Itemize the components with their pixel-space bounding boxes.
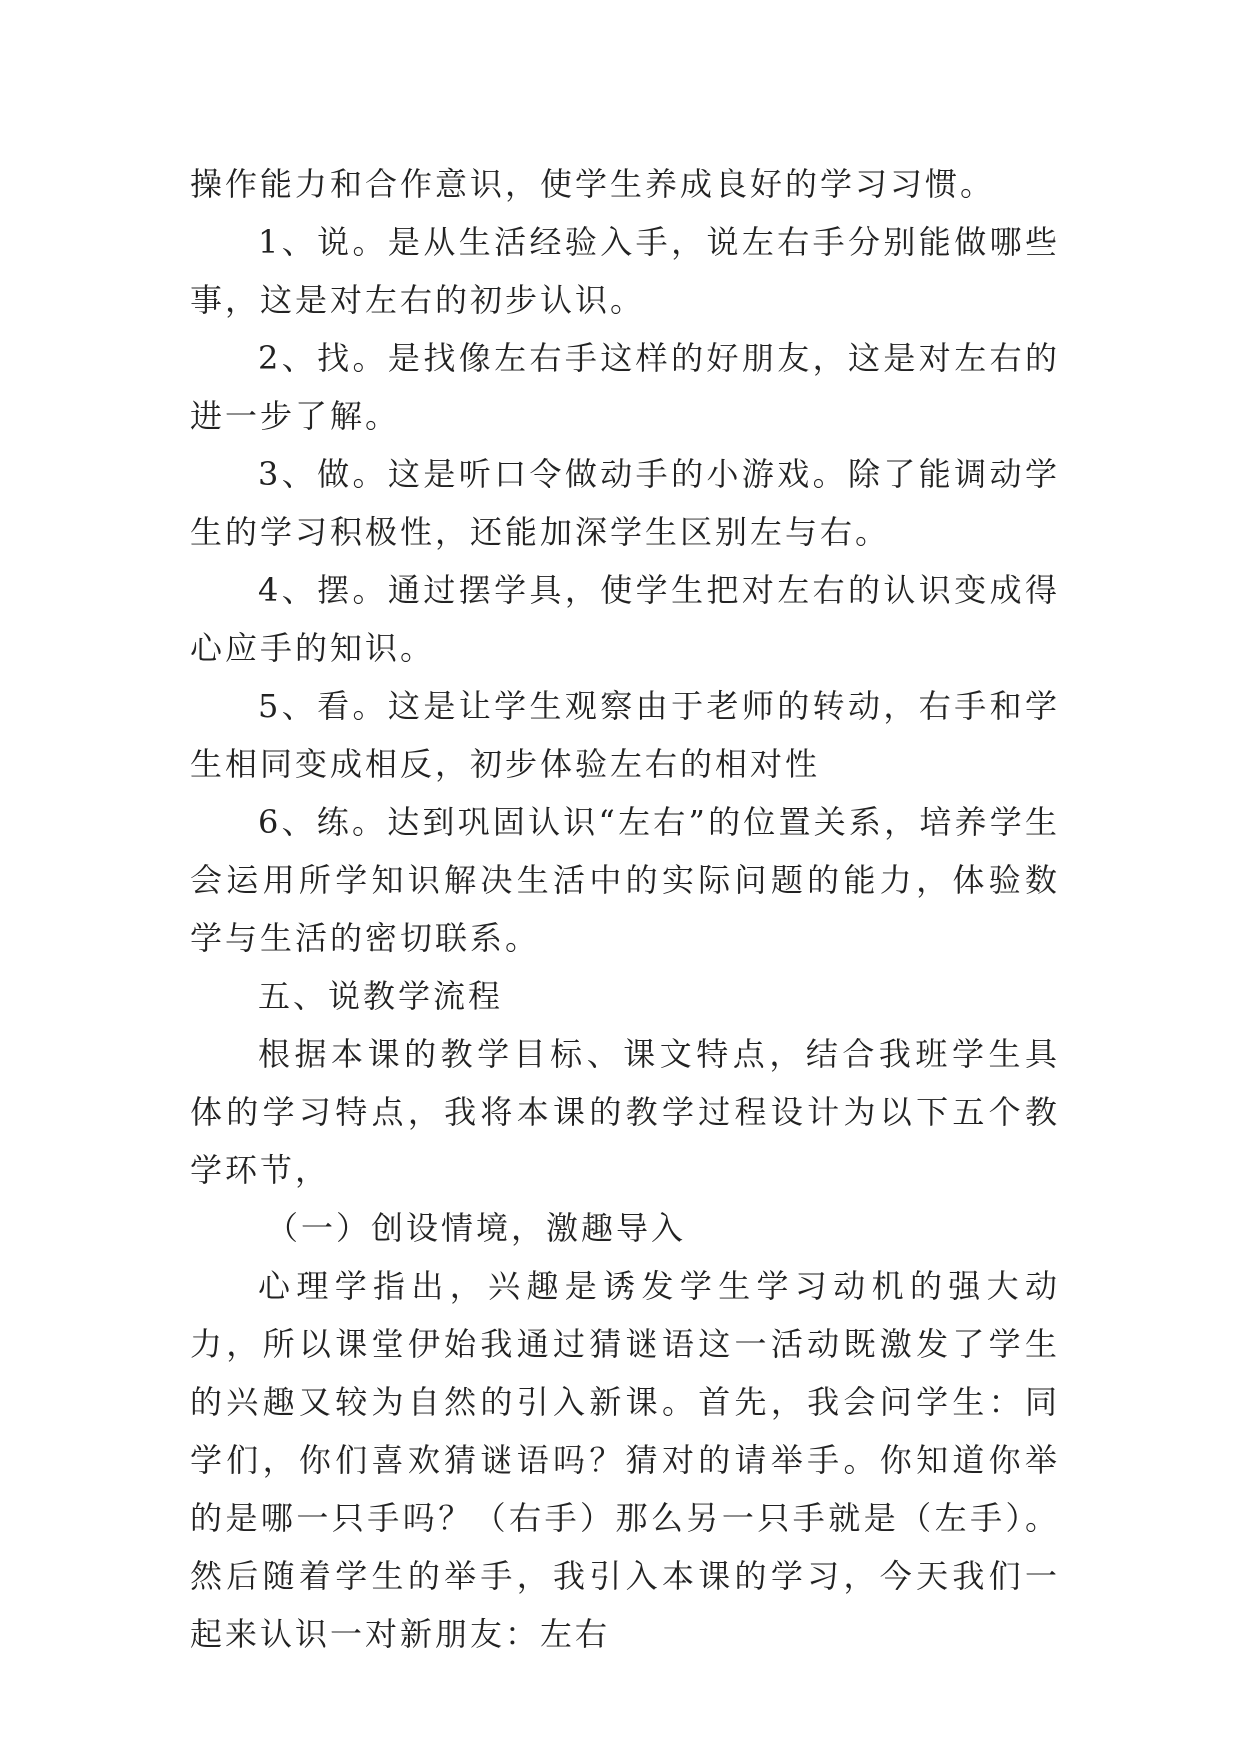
paragraph-item-4-arrange: 4、摆。通过摆学具，使学生把对左右的认识变成得心应手的知识。 [190,571,1060,667]
subsection-heading-introduction: （一）创设情境，激趣导入 [266,1209,687,1247]
paragraph-item-1-say: 1、说。是从生活经验入手，说左右手分别能做哪些事，这是对左右的初步认识。 [190,223,1060,319]
section-heading-teaching-process: 五、说教学流程 [258,977,504,1015]
paragraph-continuation: 操作能力和合作意识，使学生养成良好的学习习惯。 [190,165,996,203]
paragraph-item-5-look: 5、看。这是让学生观察由于老师的转动，右手和学生相同变成相反，初步体验左右的相对性 [190,687,1060,783]
paragraph-process-intro: 根据本课的教学目标、课文特点，结合我班学生具体的学习特点，我将本课的教学过程设计为以下五个教学环节， [190,1035,1060,1189]
paragraph-item-6-practice: 6、练。达到巩固认识“左右”的位置关系，培养学生会运用所学知识解决生活中的实际问题的能力，体验数学与生活的密切联系。 [190,803,1060,957]
paragraph-item-2-find: 2、找。是找像左右手这样的好朋友，这是对左右的进一步了解。 [190,339,1060,435]
document-body [190,155,1060,1663]
paragraph-item-3-do: 3、做。这是听口令做动手的小游戏。除了能调动学生的学习积极性，还能加深学生区别左与右。 [190,455,1060,551]
paragraph-introduction-body: 心理学指出，兴趣是诱发学生学习动机的强大动力，所以课堂伊始我通过猜谜语这一活动既激发了学生的兴趣又较为自然的引入新课。首先，我会问学生：同学们，你们喜欢猜谜语吗？猜对的请举手。你知道你举的是哪一只手吗？（右手）那么另一只手就是（左手）。然后随着学生的举手，我引入本课的学习，今天我们一起来认识一对新朋友：左右 [190,1267,1060,1653]
